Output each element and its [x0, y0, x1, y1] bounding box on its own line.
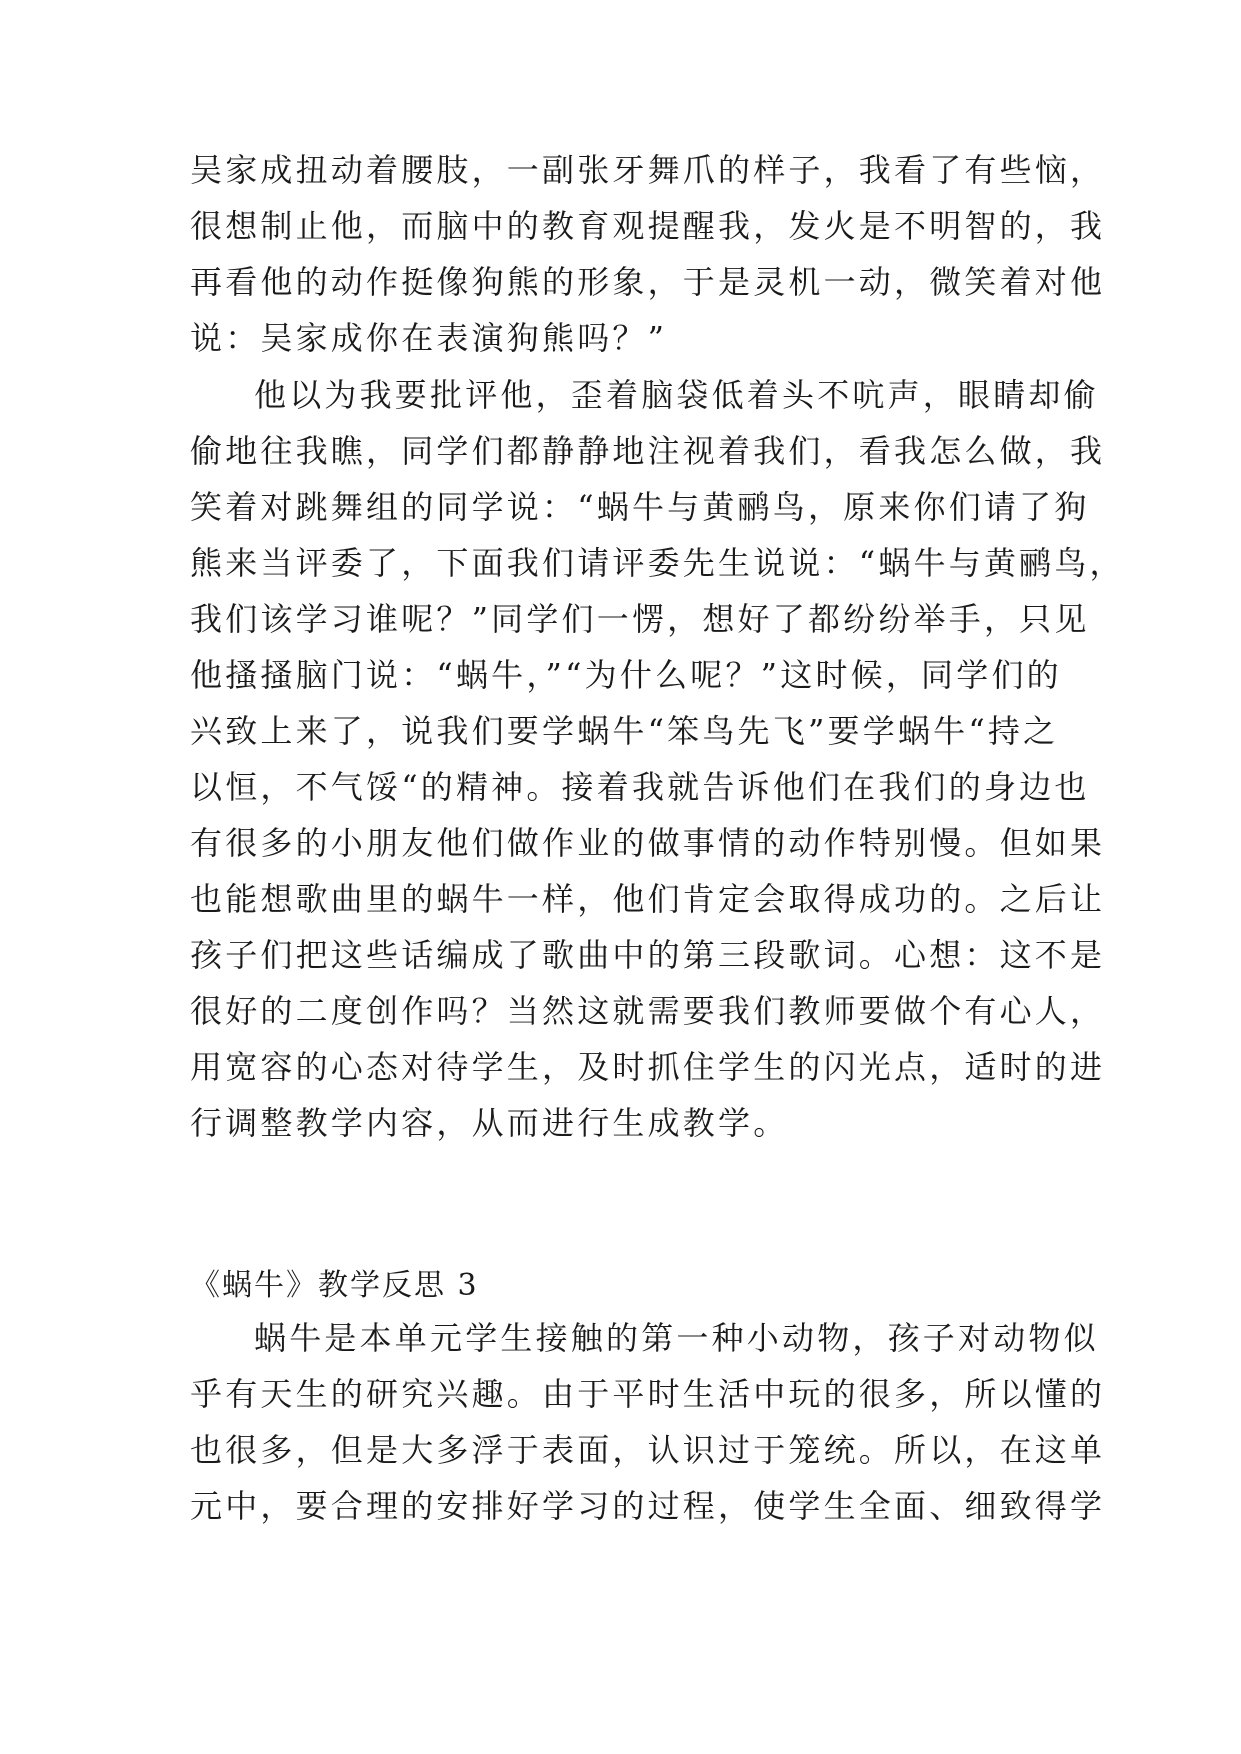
text-line: 兴致上来了，说我们要学蜗牛“笨鸟先飞”要学蜗牛“持之	[190, 712, 1059, 750]
text-line: 他以为我要批评他，歪着脑袋低着头不吭声，眼睛却偷	[254, 376, 1099, 414]
text-line: 偷地往我瞧，同学们都静静地注视着我们，看我怎么做，我	[190, 432, 1106, 470]
text-line: 蜗牛是本单元学生接触的第一种小动物，孩子对动物似	[254, 1319, 1099, 1357]
section-heading: 《蜗牛》教学反思 3	[190, 1268, 479, 1303]
text-line: 吴家成扭动着腰肢，一副张牙舞爪的样子，我看了有些恼，	[190, 151, 1106, 189]
text-line: 很想制止他，而脑中的教育观提醒我，发火是不明智的，我	[190, 207, 1106, 245]
text-line: 乎有天生的研究兴趣。由于平时生活中玩的很多，所以懂的	[190, 1375, 1106, 1413]
text-line: 他搔搔脑门说：“蜗牛，”“为什么呢？”这时候，同学们的	[190, 656, 1062, 694]
text-line: 孩子们把这些话编成了歌曲中的第三段歌词。心想：这不是	[190, 936, 1106, 974]
text-line: 也能想歌曲里的蜗牛一样，他们肯定会取得成功的。之后让	[190, 880, 1106, 918]
text-line: 元中，要合理的安排好学习的过程，使学生全面、细致得学	[190, 1487, 1106, 1525]
text-line: 说：吴家成你在表演狗熊吗？”	[190, 319, 668, 357]
text-line: 用宽容的心态对待学生，及时抓住学生的闪光点，适时的进	[190, 1048, 1106, 1086]
text-line: 再看他的动作挺像狗熊的形象，于是灵机一动，微笑着对他	[190, 263, 1106, 301]
text-line: 很好的二度创作吗？当然这就需要我们教师要做个有心人，	[190, 992, 1106, 1030]
text-line: 我们该学习谁呢？”同学们一愣，想好了都纷纷举手，只见	[190, 600, 1090, 638]
text-line: 笑着对跳舞组的同学说：“蜗牛与黄鹂鸟，原来你们请了狗	[190, 488, 1090, 526]
text-line: 有很多的小朋友他们做作业的做事情的动作特别慢。但如果	[190, 824, 1106, 862]
text-line: 行调整教学内容，从而进行生成教学。	[190, 1104, 789, 1142]
text-line: 也很多，但是大多浮于表面，认识过于笼统。所以，在这单	[190, 1431, 1106, 1469]
text-line: 以恒，不气馁“的精神。接着我就告诉他们在我们的身边也	[190, 768, 1090, 806]
text-line: 熊来当评委了，下面我们请评委先生说说：“蜗牛与黄鹂鸟，	[190, 544, 1125, 582]
